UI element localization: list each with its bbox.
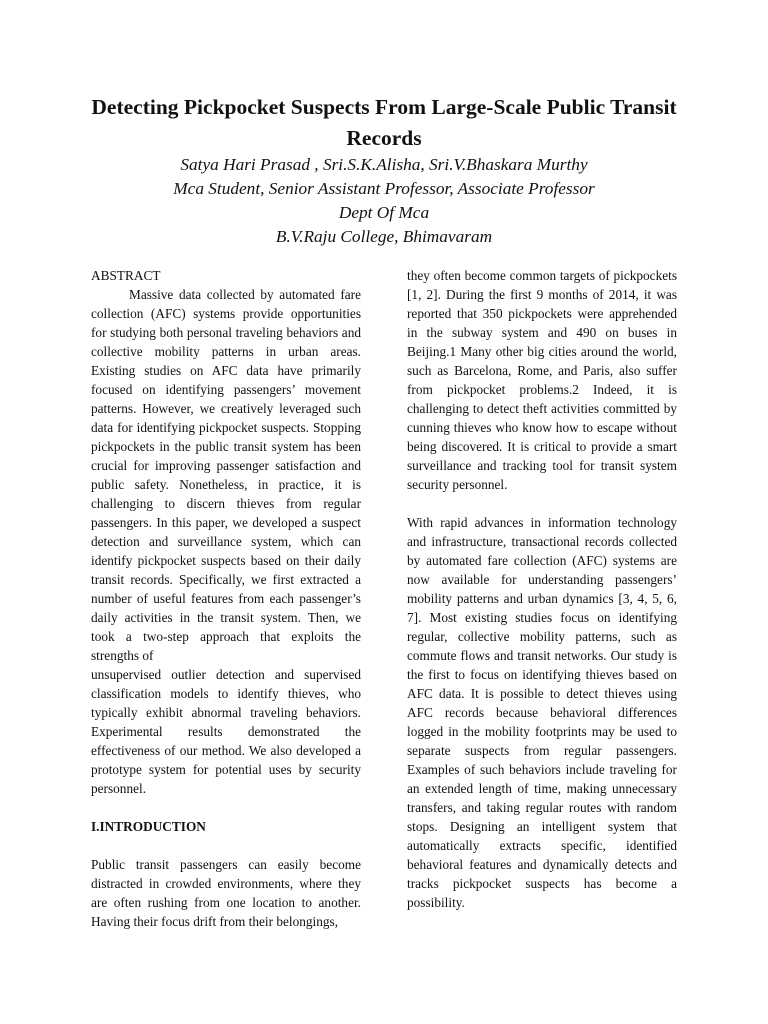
- author-department: Dept Of Mca: [338, 203, 430, 222]
- paper-title: Detecting Pickpocket Suspects From Large-Scale Public Transit Records: [91, 95, 677, 150]
- author-institution: B.V.Raju College, Bhimavaram: [275, 227, 493, 246]
- abstract-paragraph-2: unsupervised outlier detection and supervised classification models to identify thieves, who typically exhibit abnormal traveling behaviors. Experimental results demonstrated the effectiveness of our method. We also developed a prototype system for potential uses by security personnel.: [91, 667, 361, 796]
- right-column: [407, 266, 677, 912]
- author-block: [70, 153, 698, 249]
- left-column: [91, 266, 361, 931]
- author-roles: Mca Student, Senior Assistant Professor, Associate Professor: [173, 179, 595, 198]
- introduction-paragraph-1-continued: they often become common targets of pickpockets [1, 2]. During the first 9 months of 2014, it was reported that 350 pickpockets were apprehended in the subway system and 490 on buses in Beijing.1 Many other big cities around the world, such as Barcelona, Rome, and Paris, also suffer from pickpocket problems.2 Indeed, it is challenging to detect theft activities committed by cunning thieves who know how to escape without being discovered. It is critical to provide a smart surveillance and tracking tool for transit system security personnel.: [407, 268, 677, 492]
- introduction-heading: I.INTRODUCTION: [91, 819, 206, 834]
- abstract-heading: ABSTRACT: [91, 268, 161, 283]
- introduction-paragraph-1: Public transit passengers can easily become distracted in crowded environments, where they are often rushing from one location to another. Having their focus drift from their belongings,: [91, 857, 361, 929]
- author-names: Satya Hari Prasad , Sri.S.K.Alisha, Sri.V.Bhaskara Murthy: [180, 155, 588, 174]
- abstract-paragraph-1: Massive data collected by automated fare collection (AFC) systems provide opportunities for studying both personal traveling behaviors and collective mobility patterns in urban areas. Existing studies on AFC data have primarily focused on identifying passengers’ movement patterns. However, we creatively leveraged such data for identifying pickpocket suspects. Stopping pickpockets in the public transit system has been crucial for improving passenger satisfaction and public safety. Nonetheless, in practice, it is challenging to discern thieves from regular passengers. In this paper, we developed a suspect detection and surveillance system, which can identify pickpocket suspects based on their daily transit records. Specifically, we first extracted a number of useful features from each passenger’s daily activities in the transit system. Then, we took a two-step approach that exploits the strengths of: [91, 287, 361, 663]
- introduction-paragraph-2: With rapid advances in information technology and infrastructure, transactional records collected by automated fare collection (AFC) systems are now available for understanding passengers’ mobility patterns and urban dynamics [3, 4, 5, 6, 7]. Most existing studies focus on identifying regular, collective mobility patterns, such as commute flows and transit networks. Our study is the first to focus on identifying thieves based on AFC data. It is possible to detect thieves using AFC records because behavioral differences logged in the mobility footprints may be used to separate suspects from regular passengers. Examples of such behaviors include traveling for an extended length of time, making unnecessary transfers, and taking regular routes with random stops. Designing an intelligent system that automatically extracts specific, identified behavioral features and dynamically detects and tracks pickpocket suspects has become a possibility.: [407, 515, 677, 910]
